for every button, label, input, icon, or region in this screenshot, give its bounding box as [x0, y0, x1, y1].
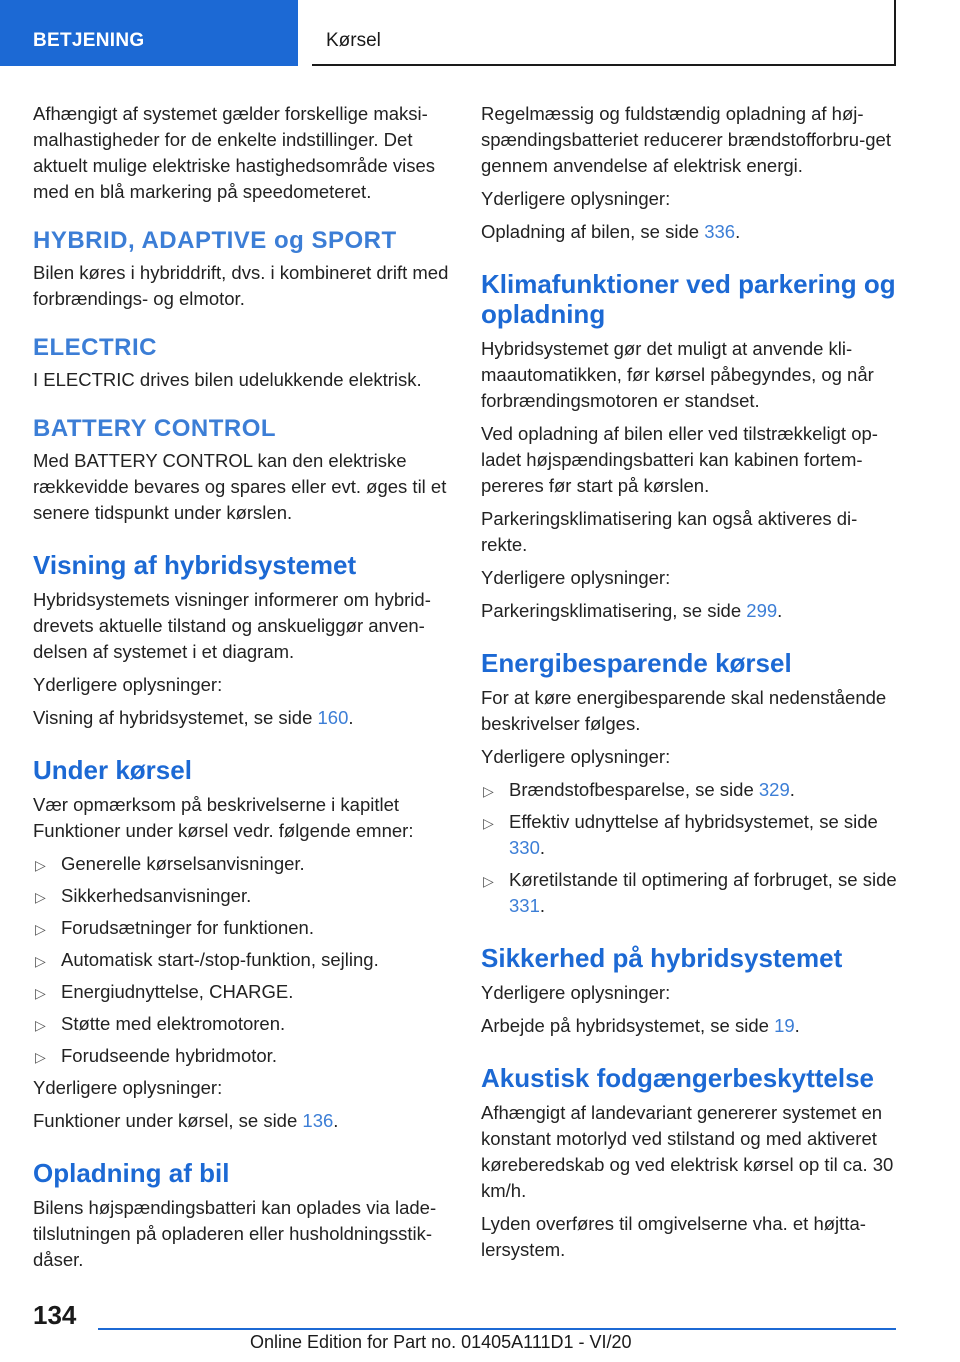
page-link[interactable]: 19: [774, 1015, 795, 1036]
more-info-label: Yderligere oplysninger:: [481, 567, 671, 588]
list-item: ▷ Sikkerhedsanvisninger.: [33, 883, 451, 909]
heading-electric-mode: ELECTRIC: [33, 334, 157, 361]
page-link[interactable]: 160: [317, 707, 349, 728]
triangle-right-icon: ▷: [35, 857, 46, 873]
cross-reference: Opladning af bilen, se side 336.: [481, 221, 741, 242]
triangle-right-icon: ▷: [483, 873, 494, 889]
page-header: [0, 0, 960, 66]
page-number: 134: [33, 1300, 77, 1330]
cross-reference: Parkeringsklimatisering, se side 299.: [481, 600, 783, 621]
paragraph: For at køre energibesparende skal nedenstående beskrivelser følges.: [481, 687, 887, 734]
heading-klima: Klimafunktioner ved parkering og opladning: [481, 269, 896, 329]
list-item: ▷ Automatisk start-/stop-funktion, sejling.: [33, 947, 451, 973]
paragraph: Med BATTERY CONTROL kan den elektriske rækkevidde bevares og spares eller evt. øges til et senere tidspunkt under kørslen.: [33, 450, 447, 523]
list-item: ▷ Forudsætninger for funktionen.: [33, 915, 451, 941]
heading-visning: Visning af hybridsystemet: [33, 550, 357, 580]
heading-energi: Energibesparende kørsel: [481, 648, 792, 678]
footer-edition: Online Edition for Part no. 01405A111D1 - VI/20: [250, 1332, 632, 1352]
triangle-right-icon: ▷: [483, 783, 494, 799]
paragraph: Ved opladning af bilen eller ved tilstrækkeligt op-ladet højspændingsbatteri kan kabinen fortem-pereres før start på kørslen.: [481, 423, 878, 496]
list-item: ▷ Støtte med elektromotoren.: [33, 1011, 451, 1037]
right-column: [481, 101, 899, 1270]
more-info-label: Yderligere oplysninger:: [481, 982, 671, 1003]
left-column: [33, 101, 451, 1280]
heading-battery-control: BATTERY CONTROL: [33, 415, 277, 442]
triangle-right-icon: ▷: [35, 1017, 46, 1033]
reference-list: [481, 777, 899, 919]
list-item: ▷ Effektiv udnyttelse af hybridsystemet, se side 330.: [483, 811, 878, 858]
paragraph: Lyden overføres til omgivelserne vha. et højtta-lersystem.: [481, 1213, 866, 1260]
page-link[interactable]: 329: [758, 779, 790, 800]
paragraph: Bilens højspændingsbatteri kan oplades via lade-tilslutningen på opladeren eller husholdningsstik-dåser.: [33, 1197, 437, 1270]
list-item: ▷ Generelle kørselsanvisninger.: [33, 851, 451, 877]
heading-akustik: Akustisk fodgængerbeskyttelse: [481, 1063, 875, 1093]
section-tab[interactable]: BETJENING: [0, 0, 298, 66]
paragraph: Afhængigt af systemet gælder forskellige maksi-malhastigheder for de enkelte indstillinger. Det aktuelt mulige elektriske hastighedsområde vises med en blå markering på speedometeret.: [33, 103, 436, 202]
page-link[interactable]: 136: [302, 1110, 334, 1131]
paragraph: Hybridsystemets visninger informerer om hybrid-drevets aktuelle tilstand og anskueliggør anven-delsen af systemet i et diagram.: [33, 589, 431, 662]
more-info-label: Yderligere oplysninger:: [481, 188, 671, 209]
triangle-right-icon: ▷: [35, 1049, 46, 1065]
reference-text: Visning af hybridsystemet, se side: [33, 707, 318, 728]
triangle-right-icon: ▷: [483, 815, 494, 831]
page-link[interactable]: 330: [509, 837, 540, 858]
page-link[interactable]: 336: [704, 221, 736, 242]
paragraph: Hybridsystemet gør det muligt at anvende kli-maautomatikken, før kørsel påbegyndes, og når forbrændingsmotoren er standset.: [481, 338, 874, 411]
list-item: ▷ Brændstofbesparelse, se side 329.: [481, 777, 899, 803]
cross-reference: Arbejde på hybridsystemet, se side 19.: [481, 1015, 800, 1036]
chapter-title: Kørsel: [312, 0, 896, 66]
list-item: ▷ Forudseende hybridmotor.: [33, 1043, 451, 1069]
reference-text: Arbejde på hybridsystemet, se side: [481, 1015, 775, 1036]
more-info-label: Yderligere oplysninger:: [33, 674, 223, 695]
triangle-right-icon: ▷: [35, 953, 46, 969]
heading-opladning: Opladning af bil: [33, 1158, 230, 1188]
paragraph: Parkeringsklimatisering kan også aktiveres di-rekte.: [481, 508, 858, 555]
more-info-label: Yderligere oplysninger:: [33, 1077, 223, 1098]
reference-text: Opladning af bilen, se side: [481, 221, 705, 242]
list-item: ▷ Energiudnyttelse, CHARGE.: [33, 979, 451, 1005]
triangle-right-icon: ▷: [35, 921, 46, 937]
cross-reference: Funktioner under kørsel, se side 136.: [33, 1110, 339, 1131]
topic-list: [33, 851, 451, 1069]
reference-text: Funktioner under kørsel, se side: [33, 1110, 303, 1131]
triangle-right-icon: ▷: [35, 889, 46, 905]
cross-reference: Visning af hybridsystemet, se side 160.: [33, 707, 354, 728]
paragraph: Regelmæssig og fuldstændig opladning af høj-spændingsbatteriet reducerer brændstofforbru-get gennem anvendelse af elektrisk energi.: [481, 103, 891, 176]
heading-sikkerhed: Sikkerhed på hybridsystemet: [481, 943, 843, 973]
page-link[interactable]: 331: [509, 895, 540, 916]
heading-hybrid-mode: HYBRID, ADAPTIVE og SPORT: [33, 227, 397, 254]
paragraph: Bilen køres i hybriddrift, dvs. i kombineret drift med forbrændings- og elmotor.: [33, 262, 449, 309]
paragraph: Vær opmærksom på beskrivelserne i kapitlet Funktioner under kørsel vedr. følgende emner:: [33, 794, 414, 841]
more-info-label: Yderligere oplysninger:: [481, 746, 671, 767]
footer-divider: [98, 1328, 896, 1330]
triangle-right-icon: ▷: [35, 985, 46, 1001]
page-link[interactable]: 299: [746, 600, 778, 621]
paragraph: I ELECTRIC drives bilen udelukkende elektrisk.: [33, 369, 422, 390]
reference-text: Parkeringsklimatisering, se side: [481, 600, 747, 621]
heading-under-korsel: Under kørsel: [33, 755, 192, 785]
list-item: ▷ Køretilstande til optimering af forbruget, se side 331.: [483, 869, 897, 916]
paragraph: Afhængigt af landevariant genererer systemet en konstant motorlyd ved stilstand og med aktiveret køreberedskab og ved elektrisk kørsel op til ca. 30 km/h.: [481, 1102, 894, 1201]
